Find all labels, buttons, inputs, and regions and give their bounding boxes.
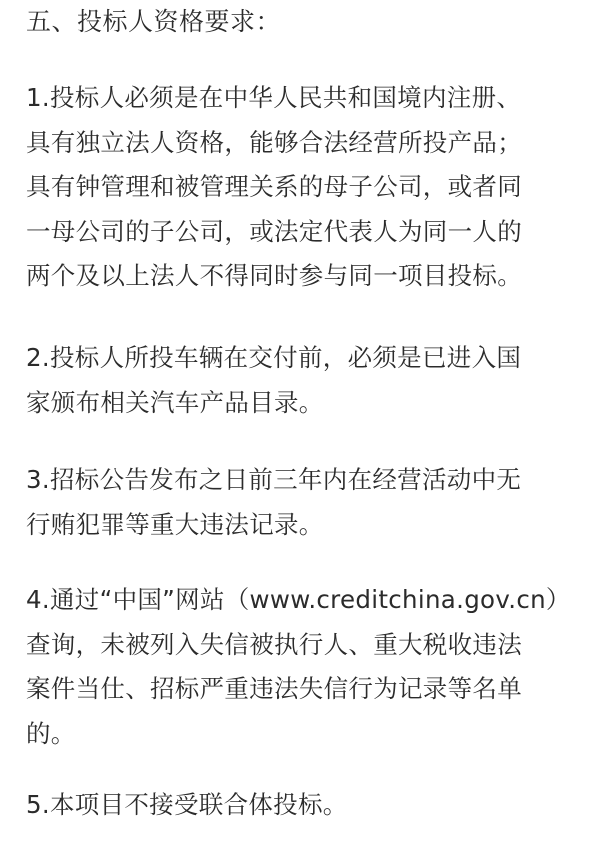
requirement-3 bbox=[26, 458, 586, 547]
section-title: 五、投标人资格要求： bbox=[26, 7, 282, 36]
text-line: 4.通过“中国”网站（www.creditchina.gov.cn） bbox=[26, 585, 571, 614]
text-line: 具有钟管理和被管理关系的母子公司，或者同 bbox=[26, 172, 522, 201]
text-line: 两个及以上法人不得同时参与同一项目投标。 bbox=[26, 261, 522, 290]
requirement-5 bbox=[26, 783, 586, 828]
requirement-4 bbox=[26, 578, 586, 756]
text-line: 一母公司的子公司，或法定代表人为同一人的 bbox=[26, 216, 522, 246]
requirement-1 bbox=[26, 76, 586, 299]
text-line: 查询，未被列入失信被执行人、重大税收违法 bbox=[26, 629, 522, 659]
text-line: 1.投标人必须是在中华人民共和国境内注册、 bbox=[26, 83, 522, 112]
text-line: 的。 bbox=[26, 718, 76, 748]
requirement-2 bbox=[26, 336, 586, 425]
text-line: 3.招标公告发布之日前三年内在经营活动中无 bbox=[26, 465, 522, 494]
text-line: 2.投标人所投车辆在交付前，必须是已进入国 bbox=[26, 343, 522, 372]
text-line: 家颁布相关汽车产品目录。 bbox=[26, 387, 324, 417]
text-line: 案件当仕、招标严重违法失信行为记录等名单 bbox=[26, 674, 522, 703]
text-line: 5.本项目不接受联合体投标。 bbox=[26, 790, 348, 819]
text-line: 行贿犯罪等重大违法记录。 bbox=[26, 509, 324, 539]
text-line: 具有独立法人资格，能够合法经营所投产品； bbox=[26, 127, 522, 157]
